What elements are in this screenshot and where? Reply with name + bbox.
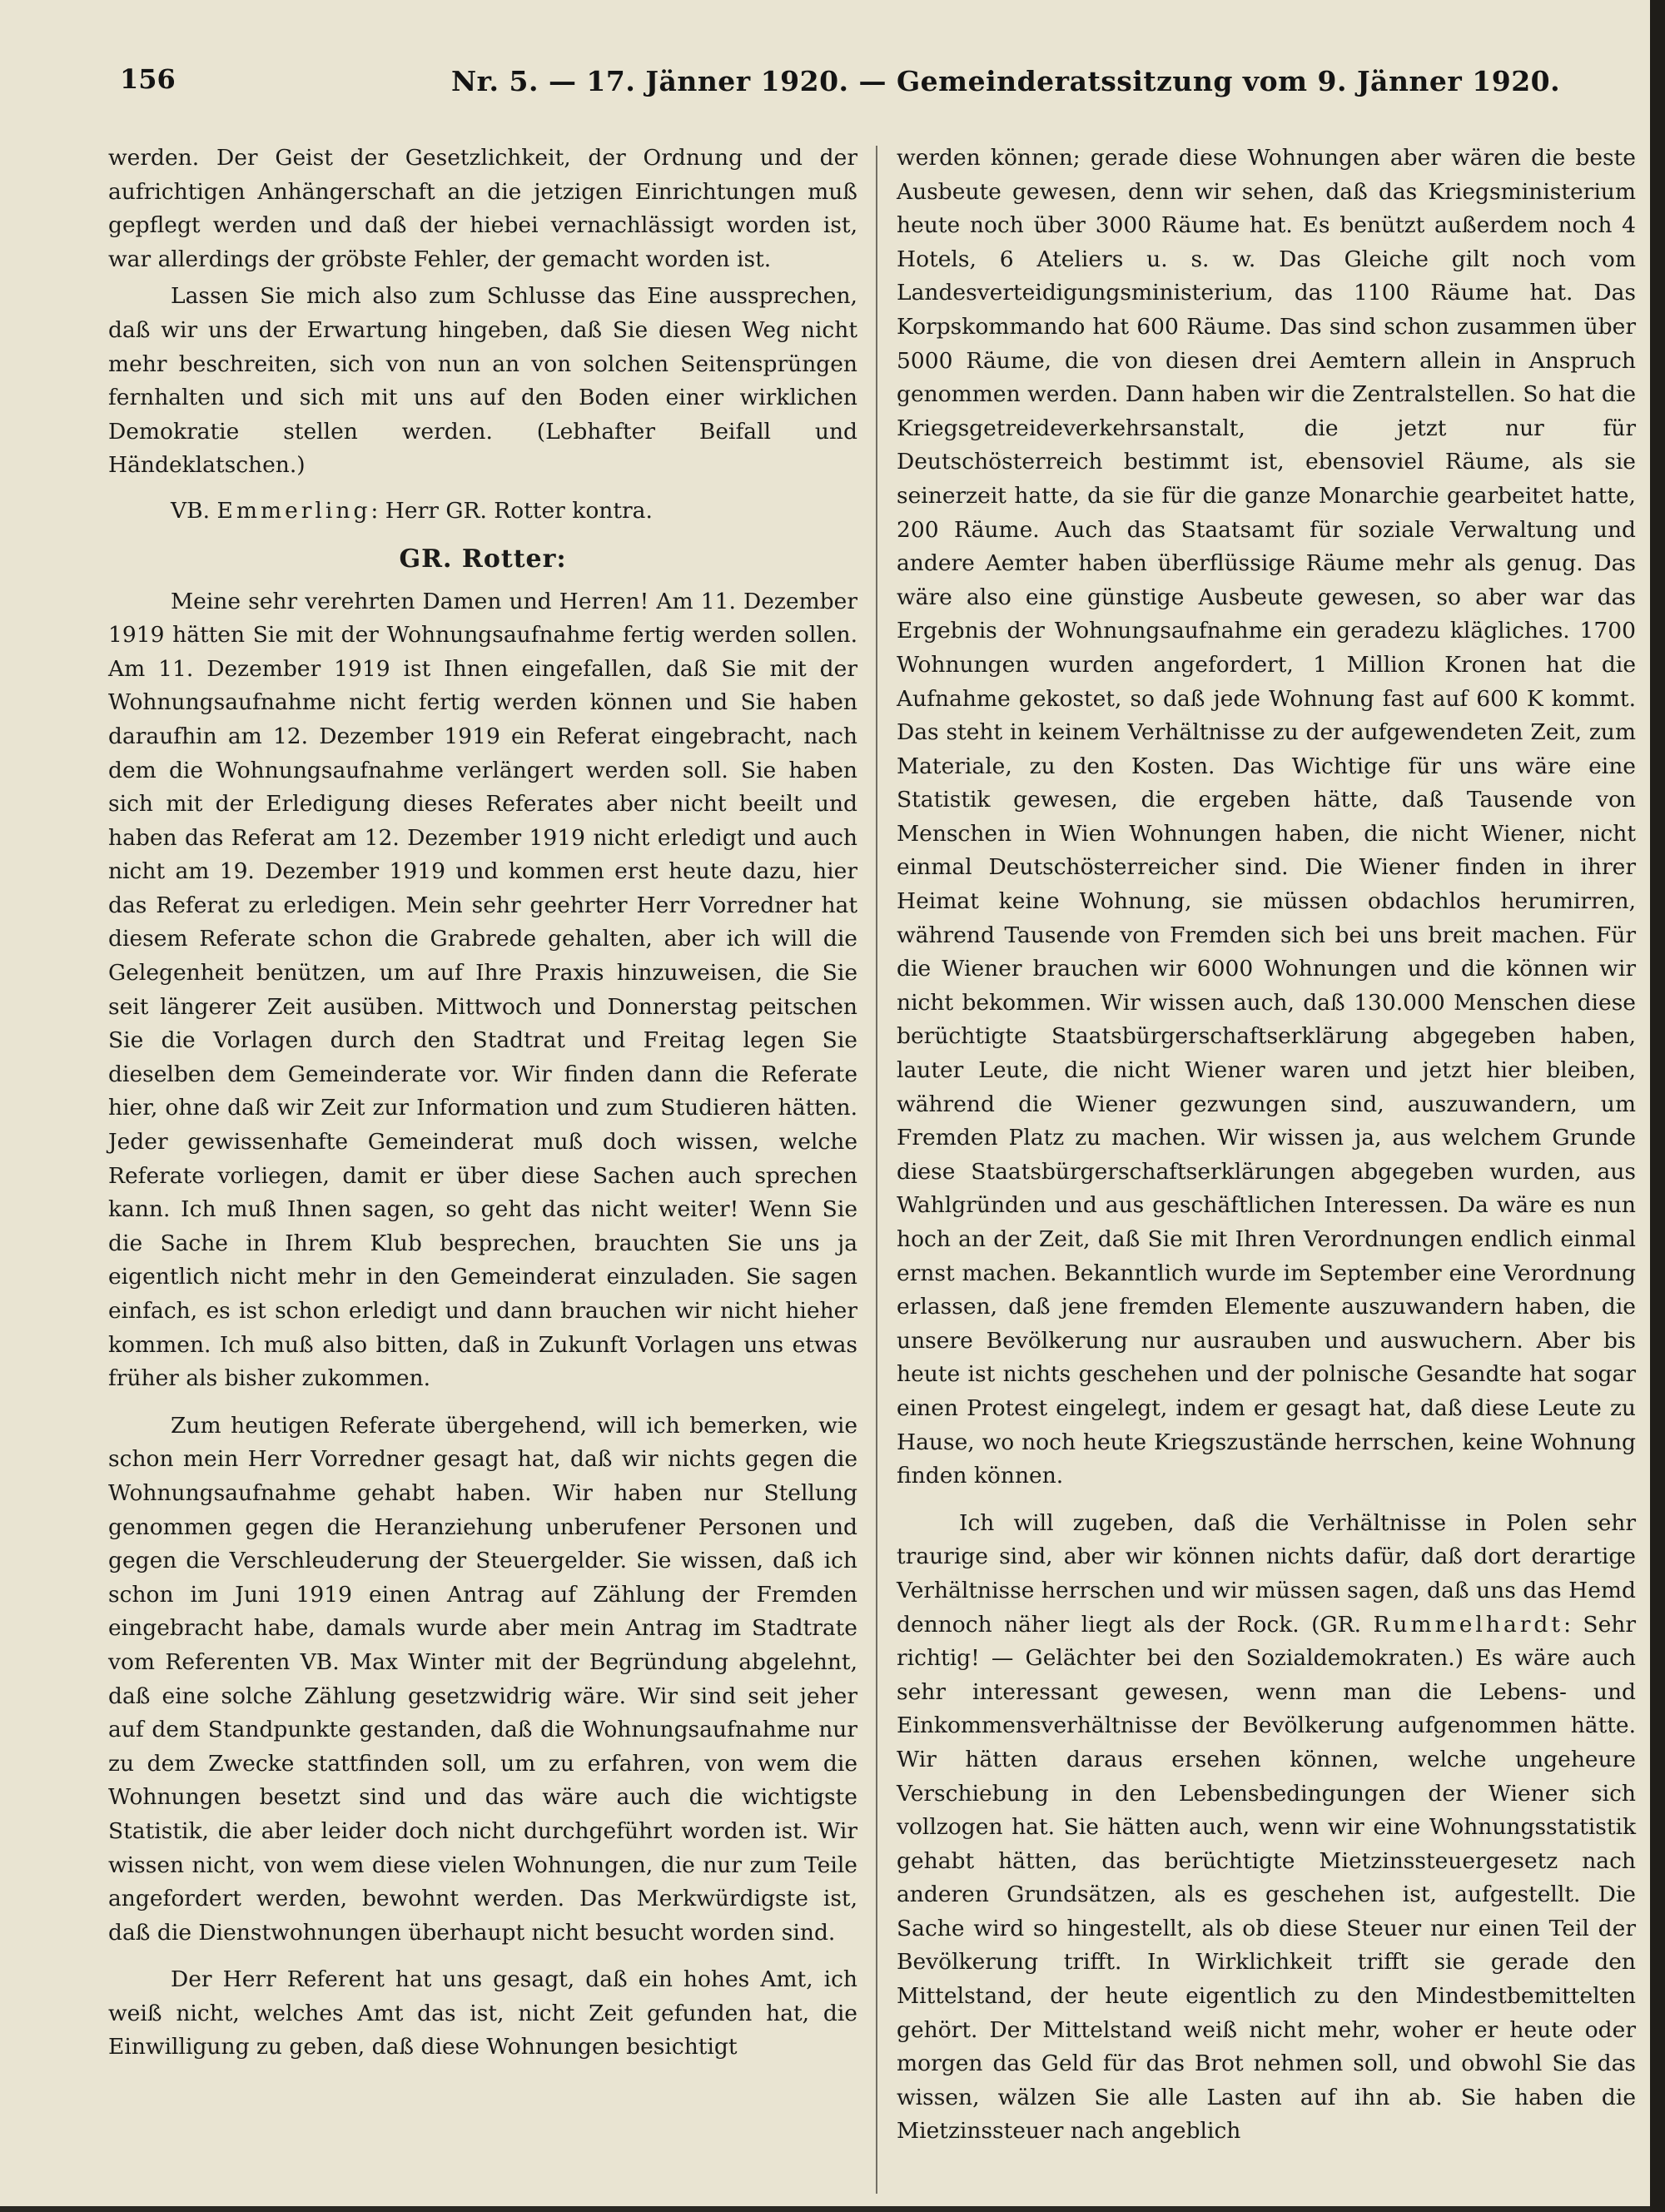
- paragraph: Der Herr Referent hat uns gesagt, daß ein hohes Amt, ich weiß nicht, welches Amt das ist, nicht Zeit gefunden hat, die Einwilligung zu geben, daß diese Wohnungen besichtigt: [108, 1966, 857, 2060]
- running-head: Nr. 5. — 17. Jänner 1920. — Gemeinderatssitzung vom 9. Jänner 1920.: [451, 65, 1561, 97]
- page-number: 156: [120, 63, 176, 95]
- paragraph-text: Ich will zugeben, daß die Verhältnisse in Polen sehr traurige sind, aber wir können nichts dafür, daß dort derartige Verhältnisse herrschen und wir müssen sagen, daß uns das Hemd dennoch näher liegt als der Rock. (GR.: [897, 1509, 1636, 1638]
- paragraph: Zum heutigen Referate übergehend, will ich bemerken, wie schon mein Herr Vorredner gesagt hat, daß wir nichts gegen die Wohnungsaufnahme gehabt haben. Wir haben nur Stellung genommen gegen die Heranziehung unberufener Personen und gegen die Verschleuderung der Steuergelder. Sie wissen, daß ich schon im Juni 1919 einen Antrag auf Zählung der Fremden eingebracht habe, damals wurde aber mein Antrag im Stadtrate vom Referenten VB. Max Winter mit der Begründung abgelehnt, daß eine solche Zählung gesetzwidrig wäre. Wir sind seit jeher auf dem Standpunkte gestanden, daß die Wohnungsaufnahme nur zu dem Zwecke stattfinden soll, um zu erfahren, von wem die Wohnungen besetzt sind und das wäre auch die wichtigste Statistik, die aber leider doch nicht durchgeführt worden ist. Wir wissen nicht, von wem diese vielen Wohnungen, die nur zum Teile angefordert werden, bewohnt werden. Das Merkwürdigste ist, daß die Dienstwohnungen überhaupt nicht besucht worden sind.: [108, 1412, 857, 1946]
- right-column: [897, 142, 1636, 2149]
- page-header: [108, 58, 1640, 108]
- chair-rest: : Herr GR. Rotter kontra.: [370, 497, 653, 524]
- paragraph: Meine sehr verehrten Damen und Herren! Am 11. Dezember 1919 hätten Sie mit der Wohnungsaufnahme fertig werden sollen. Am 11. Dezember 1919 ist Ihnen eingefallen, daß Sie mit der Wohnungsaufnahme nicht fertig werden können und Sie haben daraufhin am 12. Dezember 1919 ein Referat eingebracht, nach dem die Wohnungsaufnahme verlängert werden soll. Sie haben sich mit der Erledigung dieses Referates aber nicht beeilt und haben das Referat am 12. Dezember 1919 nicht erledigt und auch nicht am 19. Dezember 1919 und kommen erst heute dazu, hier das Referat zu erledigen. Mein sehr geehrter Herr Vorredner hat diesem Referate schon die Grabrede gehalten, aber ich will die Gelegenheit benützen, um auf Ihre Praxis hinzuweisen, die Sie seit längerer Zeit ausüben. Mittwoch und Donnerstag peitschen Sie die Vorlagen durch den Stadtrat und Freitag legen Sie dieselben dem Gemeinderate vor. Wir finden dann die Referate hier, ohne daß wir Zeit zur Information und zum Studieren hätten. Jeder gewissenhafte Gemeinderat muß doch wissen, welche Referate vorliegen, damit er über diese Sachen auch sprechen kann. Ich muß Ihnen sagen, so geht das nicht weiter! Wenn Sie die Sache in Ihrem Klub besprechen, brauchten Sie uns ja eigentlich nicht mehr in den Gemeinderat einzuladen. Sie sagen einfach, es ist schon erledigt und dann brauchen wir nicht hieher kommen. Ich muß also bitten, daß in Zukunft Vorlagen uns etwas früher als bisher zukommen.: [108, 588, 857, 1392]
- interjector-name: Rummelhardt: [1373, 1611, 1564, 1638]
- speaker-heading: GR. Rotter:: [399, 544, 567, 574]
- paragraph: Lassen Sie mich also zum Schlusse das Eine aussprechen, daß wir uns der Erwartung hingeben, daß Sie diesen Weg nicht mehr beschreiten, sich von nun an von solchen Seitensprüngen fernhalten und sich mit uns auf den Boden einer wirklichen Demokratie stellen werden. (Lebhafter Beifall und Händeklatschen.): [108, 283, 857, 479]
- scan-edge: [1650, 0, 1665, 2212]
- column-divider: [876, 146, 877, 2194]
- paragraph-text: : Sehr richtig! — Gelächter bei den Sozialdemokraten.) Es wäre auch sehr interessant gewesen, wenn man die Lebens- und Einkommensverhältnisse der Bevölkerung aufgenommen hätte. Wir hätten daraus ersehen können, welche ungeheure Verschiebung in den Lebensbedingungen der Wiener sich vollzogen hat. Sie hätten auch, wenn wir eine Wohnungsstatistik gehabt hätten, das berüchtigte Mietzinssteuergesetz nach anderen Grundsätzen, als es geschehen ist, aufgestellt. Die Sache wird so hingestellt, als ob diese Steuer nur einen Teil der Bevölkerung trifft. In Wirklichkeit trifft sie gerade den Mittelstand, der heute eigentlich zu den Mindestbemittelten gehört. Der Mittelstand weiß nicht mehr, woher er heute oder morgen das Geld für das Brot nehmen soll, und obwohl Sie das wissen, wälzen Sie alle Lasten auf ihn ab. Sie haben die Mietzinssteuer nach angeblich: [897, 1611, 1636, 2145]
- chair-prefix: VB.: [171, 497, 211, 524]
- paragraph: werden. Der Geist der Gesetzlichkeit, der Ordnung und der aufrichtigen Anhängerschaft an die jetzigen Einrichtungen muß gepflegt werden und daß der hiebei vernachlässigt worden ist, war allerdings der gröbste Fehler, der gemacht worden ist.: [108, 145, 857, 272]
- chair-name: Emmerling: [216, 497, 371, 524]
- chair-line: [108, 495, 857, 529]
- left-column: [108, 142, 857, 2065]
- paragraph: werden können; gerade diese Wohnungen aber wären die beste Ausbeute gewesen, denn wir sehen, daß das Kriegsministerium heute noch über 3000 Räume hat. Es benützt außerdem noch 4 Hotels, 6 Ateliers u. s. w. Das Gleiche gilt noch vom Landesverteidigungsministerium, das 1100 Räume hat. Das Korpskommando hat 600 Räume. Das sind schon zusammen über 5000 Räume, die von diesen drei Aemtern allein in Anspruch genommen werden. Dann haben wir die Zentralstellen. So hat die Kriegsgetreideverkehrsanstalt, die jetzt nur für Deutschösterreich bestimmt ist, ebensoviel Räume, als sie seinerzeit hatte, da sie für die ganze Monarchie gearbeitet hatte, 200 Räume. Auch das Staatsamt für soziale Verwaltung und andere Aemter haben überflüssige Räume mehr als genug. Das wäre also eine günstige Ausbeute gewesen, so aber war das Ergebnis der Wohnungsaufnahme ein geradezu klägliches. 1700 Wohnungen wurden angefordert, 1 Million Kronen hat die Aufnahme gekostet, so daß jede Wohnung fast auf 600 K kommt. Das steht in keinem Verhältnisse zu der aufgewendeten Zeit, zum Materiale, zu den Kosten. Das Wichtige für uns wäre eine Statistik gewesen, die ergeben hätte, daß Tausende von Menschen in Wien Wohnungen haben, die nicht Wiener, nicht einmal Deutschösterreicher sind. Die Wiener finden in ihrer Heimat keine Wohnung, sie müssen obdachlos herumirren, während Tausende von Fremden sich bei uns breit machen. Für die Wiener brauchen wir 6000 Wohnungen und die können wir nicht bekommen. Wir wissen auch, daß 130.000 Menschen diese berüchtigte Staatsbürgerschaftserklärung abgegeben haben, lauter Leute, die nicht Wiener waren und jetzt hier bleiben, während die Wiener gezwungen sind, auszuwandern, um Fremden Platz zu machen. Wir wissen ja, aus welchem Grunde diese Staatsbürgerschaftserklärungen abgegeben wurden, aus Wahlgründen und aus geschäftlichen Interessen. Da wäre es nun hoch an der Zeit, daß Sie mit Ihren Verordnungen endlich einmal ernst machen. Bekanntlich wurde im September eine Verordnung erlassen, daß jene fremden Elemente auszuwandern haben, die unsere Bevölkerung nur ausrauben und auswuchern. Aber bis heute ist nichts geschehen und der polnische Gesandte hat sogar einen Protest eingelegt, indem er gesagt hat, daß diese Leute zu Hause, wo noch heute Kriegszustände herrschen, keine Wohnung finden können.: [897, 145, 1636, 1489]
- paragraph: [897, 1507, 1636, 2149]
